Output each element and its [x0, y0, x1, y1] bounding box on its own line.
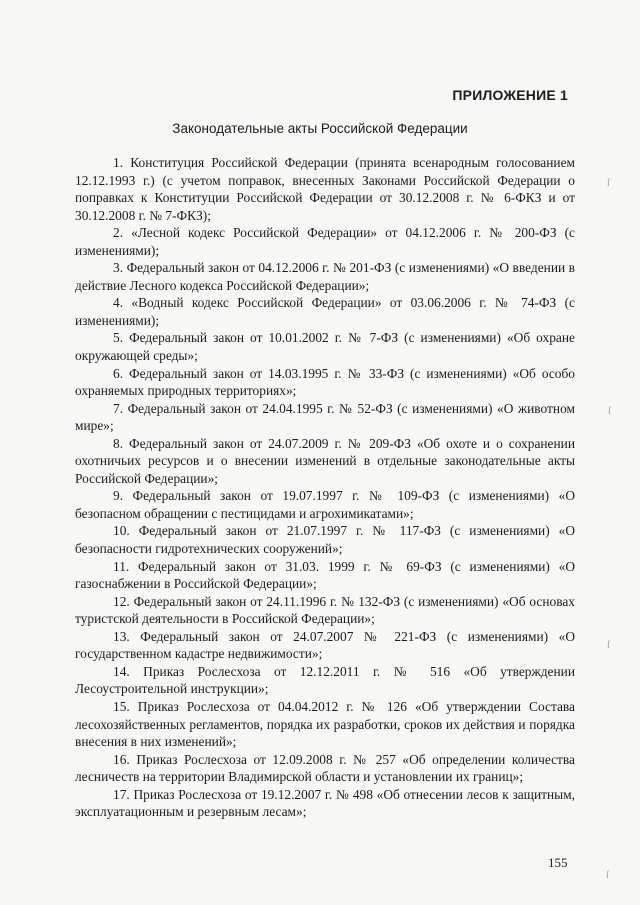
document-title: Законодательные акты Российской Федерации: [172, 121, 468, 136]
list-item: 4. «Водный кодекс Российской Федерации» от 03.06.2006 г. № 74-ФЗ (с изменениями);: [75, 295, 575, 328]
legislation-list: [75, 154, 575, 821]
list-item: 3. Федеральный закон от 04.12.2006 г. № 201-ФЗ (с изменениями) «О введении в действие Лесного кодекса Российской Федерации»;: [75, 260, 575, 293]
list-item: 9. Федеральный закон от 19.07.1997 г. № 109-ФЗ (с изменениями) «О безопасном обращении с пестицидами и агрохимикатами»;: [75, 488, 575, 521]
scan-speck: ſ: [607, 640, 610, 651]
scan-speck: ſ: [608, 406, 611, 417]
list-item: 6. Федеральный закон от 14.03.1995 г. № 33-ФЗ (с изменениями) «Об особо охраняемых природных территориях»;: [75, 365, 575, 399]
list-item: 14. Приказ Рослесхоза от 12.12.2011 г. № 516 «Об утверждении Лесоустроительной инструкции»;: [75, 663, 575, 697]
scan-speck: ſ: [606, 870, 609, 881]
list-item: 16. Приказ Рослесхоза от 12.09.2008 г. № 257 «Об определении количества лесничеств на территории Владимирской области и установлении их границ»;: [75, 751, 575, 785]
list-item: 17. Приказ Рослесхоза от 19.12.2007 г. № 498 «Об отнесении лесов к защитным, эксплуатационным и резервным лесам»;: [75, 786, 575, 820]
list-item: 5. Федеральный закон от 10.01.2002 г. № 7-ФЗ (с изменениями) «Об охране окружающей среды»;: [75, 330, 575, 364]
scan-speck: ſ: [607, 178, 610, 189]
list-item: 1. Конституция Российской Федерации (принята всенародным голосованием 12.12.1993 г.) (с учетом поправок, внесенных Законами Российской Федерации о поправках к Конституции Российской Федерации от 30.12.2008 г. № 6-ФКЗ и от 30.12.2008 г. № 7-ФКЗ);: [75, 155, 575, 223]
list-item: 11. Федеральный закон от 31.03. 1999 г. № 69-ФЗ (с изменениями) «О газоснабжении в Российской Федерации»;: [75, 558, 575, 592]
page-number: 155: [548, 855, 568, 870]
appendix-label: ПРИЛОЖЕНИЕ 1: [452, 87, 568, 103]
list-item: 15. Приказ Рослесхоза от 04.04.2012 г. № 126 «Об утверждении Состава лесохозяйственных регламентов, порядка их разработки, сроков их действия и порядка внесения в них изменений»;: [75, 698, 575, 750]
list-item: 12. Федеральный закон от 24.11.1996 г. № 132-ФЗ (с изменениями) «Об основах туристской деятельности в Российской Федерации»;: [75, 593, 575, 627]
list-item: 10. Федеральный закон от 21.07.1997 г. № 117-ФЗ (с изменениями) «О безопасности гидротехнических сооружений»;: [75, 523, 575, 557]
list-item: 7. Федеральный закон от 24.04.1995 г. № 52-ФЗ (с изменениями) «О животном мире»;: [75, 400, 575, 434]
list-item: 2. «Лесной кодекс Российской Федерации» от 04.12.2006 г. № 200-ФЗ (с изменениями);: [75, 225, 575, 258]
list-item: 8. Федеральный закон от 24.07.2009 г. № 209-ФЗ «Об охоте и о сохранении охотничьих ресурсов и о внесении изменений в отдельные законодательные акты Российской Федерации»;: [75, 435, 575, 486]
list-item: 13. Федеральный закон от 24.07.2007 № 221-ФЗ (с изменениями) «О государственном кадастре недвижимости»;: [75, 628, 575, 662]
